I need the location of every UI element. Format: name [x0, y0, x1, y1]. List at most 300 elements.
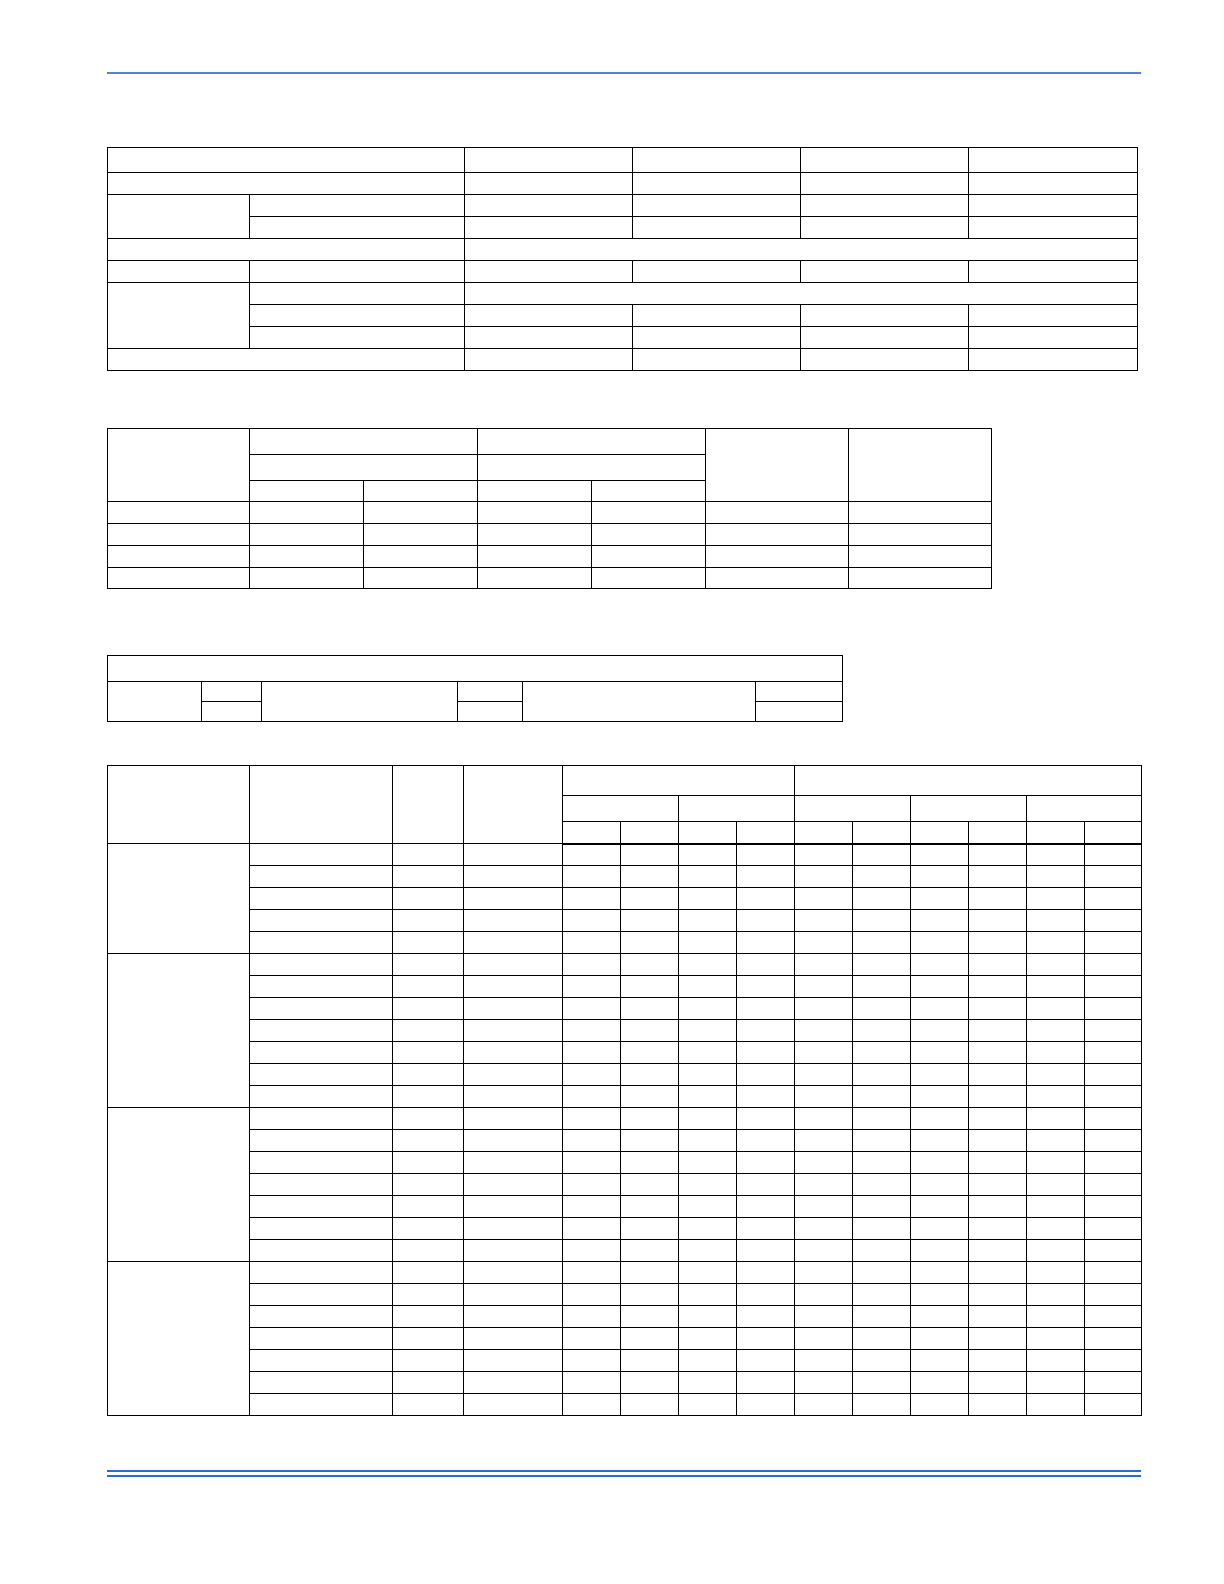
table-cell — [853, 844, 911, 866]
table-cell — [853, 1372, 911, 1394]
table-cell — [621, 1394, 679, 1416]
table-cell — [969, 844, 1027, 866]
table-cell — [621, 1174, 679, 1196]
table-cell — [969, 1020, 1027, 1042]
header-rule — [107, 72, 1141, 74]
table-cell — [1027, 1262, 1085, 1284]
table-cell — [563, 1262, 621, 1284]
table-cell — [1085, 1284, 1142, 1306]
table-cell — [737, 1042, 795, 1064]
table-cell — [737, 844, 795, 866]
table-cell — [563, 1196, 621, 1218]
table-cell — [1085, 1152, 1142, 1174]
table-cell — [737, 998, 795, 1020]
table-cell — [1085, 1086, 1142, 1108]
table-row — [108, 1064, 1142, 1086]
table-cell — [393, 888, 464, 910]
table-cell — [1085, 1174, 1142, 1196]
table-cell — [911, 910, 969, 932]
table-cell — [563, 954, 621, 976]
table-row — [108, 1306, 1142, 1328]
table-cell — [563, 1152, 621, 1174]
table-cell — [250, 844, 393, 866]
table-cell — [464, 1108, 563, 1130]
group-cell — [108, 844, 250, 954]
table-cell — [393, 1130, 464, 1152]
table-cell — [969, 910, 1027, 932]
table-cell — [250, 1086, 393, 1108]
table-row — [108, 1218, 1142, 1240]
table-row — [108, 976, 1142, 998]
table-cell — [393, 1240, 464, 1262]
table-cell — [679, 910, 737, 932]
table-cell — [621, 1086, 679, 1108]
table-cell — [621, 1350, 679, 1372]
table-cell — [1085, 1350, 1142, 1372]
table-cell — [679, 954, 737, 976]
table-cell — [1027, 1152, 1085, 1174]
table-row — [108, 1262, 1142, 1284]
table-cell — [679, 1086, 737, 1108]
table-cell — [795, 866, 853, 888]
table-cell — [563, 998, 621, 1020]
table-cell — [250, 932, 393, 954]
table-cell — [1085, 1262, 1142, 1284]
table-cell — [679, 866, 737, 888]
table-cell — [464, 888, 563, 910]
table-cell — [911, 932, 969, 954]
table-cell — [621, 1328, 679, 1350]
table-cell — [911, 1020, 969, 1042]
table-cell — [250, 1042, 393, 1064]
table-cell — [393, 1284, 464, 1306]
table-row — [108, 239, 1138, 261]
table-cell — [737, 1174, 795, 1196]
table-cell — [969, 1196, 1027, 1218]
table-cell — [563, 866, 621, 888]
table-cell — [563, 1372, 621, 1394]
table-cell — [911, 998, 969, 1020]
table-cell — [853, 1196, 911, 1218]
table-cell — [795, 1020, 853, 1042]
table-cell — [911, 1284, 969, 1306]
table-cell — [853, 1086, 911, 1108]
table-cell — [679, 976, 737, 998]
table-cell — [250, 1328, 393, 1350]
table-cell — [563, 1328, 621, 1350]
table-cell — [1027, 954, 1085, 976]
table-cell — [250, 888, 393, 910]
table-cell — [969, 954, 1027, 976]
table-cell — [911, 1042, 969, 1064]
table-cell — [737, 888, 795, 910]
group-cell — [108, 1262, 250, 1416]
table-cell — [969, 1108, 1027, 1130]
table-cell — [250, 1350, 393, 1372]
table-cell — [795, 1262, 853, 1284]
table-cell — [969, 1042, 1027, 1064]
table-cell — [393, 1328, 464, 1350]
table-cell — [969, 1350, 1027, 1372]
table-cell — [853, 1394, 911, 1416]
table-cell — [795, 1108, 853, 1130]
table-cell — [563, 1130, 621, 1152]
table-cell — [1027, 976, 1085, 998]
table-cell — [679, 1394, 737, 1416]
table-row — [108, 283, 1138, 305]
table-cell — [969, 1064, 1027, 1086]
table-cell — [1027, 910, 1085, 932]
table-cell — [250, 1218, 393, 1240]
group-cell — [108, 954, 250, 1108]
table-cell — [1085, 1394, 1142, 1416]
table-cell — [464, 1394, 563, 1416]
table-cell — [393, 1372, 464, 1394]
table-cell — [1085, 976, 1142, 998]
table-cell — [250, 1372, 393, 1394]
table-row — [108, 1042, 1142, 1064]
table-cell — [563, 1218, 621, 1240]
table-cell — [621, 954, 679, 976]
table-row — [108, 1108, 1142, 1130]
table-cell — [969, 1086, 1027, 1108]
table-cell — [563, 976, 621, 998]
table-row — [108, 1350, 1142, 1372]
table-cell — [911, 1394, 969, 1416]
table-cell — [853, 998, 911, 1020]
table-cell — [393, 844, 464, 866]
table-cell — [969, 866, 1027, 888]
second-table — [107, 428, 992, 589]
table-cell — [464, 1262, 563, 1284]
table-cell — [911, 888, 969, 910]
table-cell — [853, 1218, 911, 1240]
table-cell — [393, 1196, 464, 1218]
table-row — [108, 173, 1138, 195]
table-cell — [795, 1240, 853, 1262]
table-cell — [393, 1174, 464, 1196]
table-row — [108, 524, 992, 546]
table-cell — [1085, 844, 1142, 866]
table-cell — [795, 954, 853, 976]
table-cell — [1085, 1130, 1142, 1152]
table-cell — [1027, 1130, 1085, 1152]
table-cell — [563, 1306, 621, 1328]
table-cell — [679, 1152, 737, 1174]
table-cell — [250, 998, 393, 1020]
table-cell — [795, 998, 853, 1020]
table-cell — [737, 1064, 795, 1086]
table-cell — [1085, 888, 1142, 910]
table-cell — [737, 1262, 795, 1284]
table-cell — [679, 1174, 737, 1196]
table-cell — [464, 976, 563, 998]
table-cell — [737, 1086, 795, 1108]
table-cell — [464, 1064, 563, 1086]
table-cell — [1027, 1108, 1085, 1130]
table-cell — [795, 910, 853, 932]
table-cell — [795, 1350, 853, 1372]
table-cell — [679, 888, 737, 910]
table-cell — [853, 1328, 911, 1350]
table-row — [108, 305, 1138, 327]
table-cell — [1027, 1218, 1085, 1240]
table-row — [108, 844, 1142, 866]
table-cell — [679, 1130, 737, 1152]
table-cell — [853, 1262, 911, 1284]
table-cell — [911, 976, 969, 998]
table-row — [108, 1394, 1142, 1416]
table-cell — [621, 866, 679, 888]
general-data-table — [107, 147, 1138, 371]
table-row — [108, 1328, 1142, 1350]
table-cell — [393, 998, 464, 1020]
table-cell — [464, 1240, 563, 1262]
table-cell — [464, 932, 563, 954]
table-cell — [911, 1306, 969, 1328]
table-cell — [250, 1240, 393, 1262]
table-cell — [679, 1350, 737, 1372]
table-row — [108, 1152, 1142, 1174]
table-cell — [969, 1130, 1027, 1152]
table-cell — [464, 1372, 563, 1394]
table-cell — [795, 976, 853, 998]
table-cell — [250, 1306, 393, 1328]
table-cell — [1085, 1240, 1142, 1262]
table-row — [108, 148, 1138, 173]
table-row — [108, 954, 1142, 976]
table-cell — [563, 1394, 621, 1416]
table-cell — [737, 954, 795, 976]
table-cell — [464, 1196, 563, 1218]
table-row — [108, 766, 1142, 796]
table-cell — [795, 1064, 853, 1086]
table-row — [108, 1020, 1142, 1042]
table-row — [108, 261, 1138, 283]
table-cell — [1085, 866, 1142, 888]
table-cell — [911, 866, 969, 888]
table-cell — [679, 1372, 737, 1394]
table-cell — [795, 1152, 853, 1174]
table-cell — [464, 1350, 563, 1372]
table-cell — [1085, 1020, 1142, 1042]
table-cell — [621, 932, 679, 954]
table-cell — [969, 932, 1027, 954]
table-row — [108, 998, 1142, 1020]
table-cell — [563, 888, 621, 910]
table-cell — [853, 1306, 911, 1328]
third-table — [107, 655, 843, 722]
table-cell — [853, 1240, 911, 1262]
table-row — [108, 932, 1142, 954]
table-cell — [1085, 954, 1142, 976]
table-cell — [621, 1284, 679, 1306]
table-cell — [250, 976, 393, 998]
table-cell — [1085, 910, 1142, 932]
table-cell — [911, 1240, 969, 1262]
table-cell — [250, 910, 393, 932]
table-cell — [679, 1218, 737, 1240]
table-cell — [795, 1218, 853, 1240]
table-row — [108, 1372, 1142, 1394]
table-cell — [969, 1218, 1027, 1240]
footer-rule-secondary — [107, 1475, 1141, 1477]
table-cell — [393, 910, 464, 932]
table-cell — [621, 1240, 679, 1262]
table-cell — [911, 1350, 969, 1372]
table-cell — [393, 1086, 464, 1108]
table-cell — [737, 1328, 795, 1350]
table-cell — [1027, 1350, 1085, 1372]
table-cell — [250, 1020, 393, 1042]
table-cell — [795, 1306, 853, 1328]
table-cell — [393, 1152, 464, 1174]
table-cell — [563, 1240, 621, 1262]
group-cell — [108, 1108, 250, 1262]
table-row — [108, 502, 992, 524]
table-cell — [969, 976, 1027, 998]
table-cell — [795, 932, 853, 954]
table-cell — [563, 1174, 621, 1196]
table-cell — [393, 1394, 464, 1416]
table-cell — [853, 1108, 911, 1130]
table-cell — [969, 1284, 1027, 1306]
table-cell — [621, 1196, 679, 1218]
table-cell — [393, 1306, 464, 1328]
table-cell — [393, 866, 464, 888]
table-cell — [679, 1108, 737, 1130]
table-row — [108, 327, 1138, 349]
table-row — [108, 195, 1138, 217]
table-cell — [621, 1218, 679, 1240]
table-cell — [621, 1152, 679, 1174]
table-cell — [1027, 998, 1085, 1020]
table-row — [108, 1130, 1142, 1152]
table-cell — [853, 1174, 911, 1196]
table-cell — [1085, 1196, 1142, 1218]
table-cell — [393, 1064, 464, 1086]
table-cell — [621, 976, 679, 998]
table-cell — [464, 1086, 563, 1108]
table-cell — [795, 1086, 853, 1108]
table-cell — [621, 844, 679, 866]
table-cell — [464, 1130, 563, 1152]
table-cell — [250, 1174, 393, 1196]
table-cell — [1027, 1196, 1085, 1218]
table-cell — [563, 1350, 621, 1372]
table-cell — [969, 1152, 1027, 1174]
table-cell — [393, 954, 464, 976]
table-cell — [795, 1284, 853, 1306]
table-cell — [1085, 1042, 1142, 1064]
table-cell — [911, 1086, 969, 1108]
table-cell — [464, 1042, 563, 1064]
table-cell — [737, 866, 795, 888]
table-cell — [250, 1284, 393, 1306]
table-cell — [250, 1394, 393, 1416]
table-cell — [969, 998, 1027, 1020]
table-cell — [853, 1042, 911, 1064]
table-cell — [737, 1306, 795, 1328]
table-cell — [1027, 1284, 1085, 1306]
table-cell — [795, 844, 853, 866]
table-cell — [250, 1196, 393, 1218]
table-cell — [1027, 1086, 1085, 1108]
table-cell — [1085, 1372, 1142, 1394]
table-row — [108, 1284, 1142, 1306]
table-cell — [464, 866, 563, 888]
fourth-table-body — [108, 844, 1142, 1416]
table-cell — [679, 1328, 737, 1350]
table-cell — [795, 1130, 853, 1152]
table-cell — [737, 1240, 795, 1262]
table-cell — [737, 1218, 795, 1240]
table-cell — [621, 1306, 679, 1328]
table-cell — [563, 1064, 621, 1086]
table-cell — [911, 1152, 969, 1174]
table-cell — [464, 954, 563, 976]
table-cell — [464, 844, 563, 866]
table-cell — [1027, 932, 1085, 954]
table-cell — [1027, 1020, 1085, 1042]
table-cell — [911, 1174, 969, 1196]
table-cell — [679, 844, 737, 866]
table-cell — [969, 1240, 1027, 1262]
table-cell — [853, 910, 911, 932]
table-cell — [621, 1130, 679, 1152]
table-cell — [464, 1284, 563, 1306]
table-cell — [679, 1196, 737, 1218]
table-cell — [621, 888, 679, 910]
table-cell — [464, 1306, 563, 1328]
table-cell — [853, 976, 911, 998]
table-cell — [250, 1064, 393, 1086]
table-cell — [250, 954, 393, 976]
table-cell — [1027, 888, 1085, 910]
table-row — [108, 1174, 1142, 1196]
table-cell — [795, 1196, 853, 1218]
table-cell — [1085, 998, 1142, 1020]
table-cell — [737, 1350, 795, 1372]
table-cell — [737, 1284, 795, 1306]
table-cell — [563, 932, 621, 954]
table-cell — [795, 1372, 853, 1394]
table-cell — [621, 1064, 679, 1086]
table-cell — [464, 1328, 563, 1350]
table-row — [108, 429, 992, 455]
table-cell — [250, 1152, 393, 1174]
table-cell — [911, 1130, 969, 1152]
table-cell — [1085, 1108, 1142, 1130]
table-cell — [679, 932, 737, 954]
table-cell — [621, 1108, 679, 1130]
table-cell — [737, 1372, 795, 1394]
table-cell — [679, 1020, 737, 1042]
table-cell — [969, 1328, 1027, 1350]
table-cell — [969, 1174, 1027, 1196]
table-cell — [795, 1328, 853, 1350]
table-cell — [621, 1262, 679, 1284]
table-row — [108, 349, 1138, 371]
fourth-table — [107, 765, 1142, 1416]
table-cell — [563, 1108, 621, 1130]
table-cell — [250, 866, 393, 888]
table-cell — [853, 866, 911, 888]
table-cell — [853, 888, 911, 910]
table-row — [108, 656, 843, 682]
table-cell — [1027, 1306, 1085, 1328]
table-row — [108, 1196, 1142, 1218]
